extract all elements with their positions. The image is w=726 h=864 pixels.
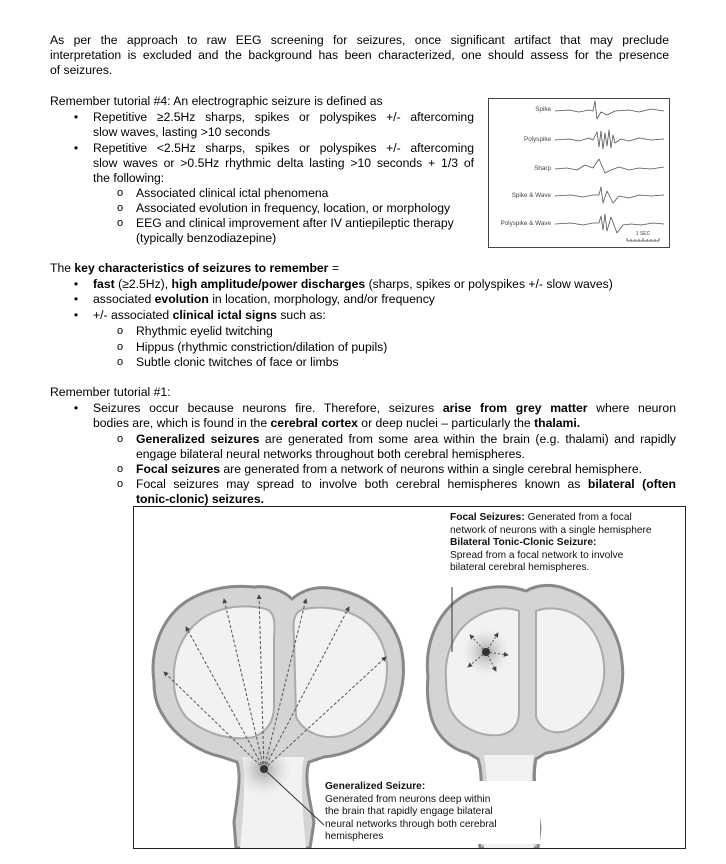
eeg-waveforms [489,99,669,247]
text-line: engage bilateral neural networks throughout both cerebral hemispheres. [136,447,525,461]
text-line: Repetitive ≥2.5Hz sharps, spikes or polyspikes +/- aftercoming [93,110,474,124]
text: = [328,261,339,275]
text-bold: thalami. [534,416,581,430]
tutorial1-sub-1 [136,432,676,462]
eeg-label-polyspike: Polyspike [524,136,551,143]
sub-bullet: o [116,356,124,368]
text-bold: tonic-clonic) seizures. [136,492,264,506]
sub-bullet: o [116,341,124,353]
text-line: Repetitive <2.5Hz sharps, spikes or polyspikes +/- aftercoming [93,141,474,155]
text-bold: fast [93,277,115,291]
spike-trace [555,101,664,119]
text-line [450,537,680,550]
text: such as: [276,308,326,322]
text-bold: Bilateral Tonic-Clonic Seizure: [450,537,597,549]
text-line: Spread from a focal network to involve [450,549,624,561]
eeg-waveform-figure [488,98,670,248]
time-scale-label: 1 SEC [635,231,651,237]
eeg-label-polyspike-wave: Polyspike & Wave [500,220,551,227]
sub-bullet: o [116,217,124,229]
text-line: (typically benzodiazepine) [136,231,277,245]
focal-callout [450,512,680,575]
text: Focal seizures may spread to involve both cerebral hemispheres known as [136,477,588,491]
bullet: • [73,292,79,306]
text-line: EEG and clinical improvement after IV antiepileptic therapy [136,216,454,230]
tutorial1-bullet-1 [93,401,676,431]
eeg-label-spike-wave: Spike & Wave [511,192,551,199]
text: in location, morphology, and/or frequency [208,292,435,306]
text-bold: Focal seizures [136,462,220,476]
text-line: neural networks through both cerebral [325,818,497,830]
text-bold: key characteristics of seizures to remember [74,261,329,275]
tutorial4-bullet-2 [93,141,474,186]
intro-line-2: interpretation is excluded and the background has been characterized, one should assess for the presence [50,48,669,62]
key-sub-3: Subtle clonic twitches of face or limbs [136,355,339,369]
bullet: • [73,141,79,155]
text: bodies are, which is found in the [93,416,271,430]
text-line: network of neurons with a single hemisphere [450,524,652,536]
text-line: the brain that rapidly engage bilateral [325,806,493,818]
text-line: hemispheres [325,831,384,843]
tutorial4-sub-1: Associated clinical ictal phenomena [136,186,329,200]
tutorial1-sub-3 [136,477,676,507]
time-scale-bar [627,238,659,241]
text: (≥2.5Hz), [114,277,172,291]
text: where neuron [587,401,676,415]
tutorial4-sub-3 [136,216,481,246]
text-line: slow waves, lasting >10 seconds [93,125,271,139]
generalized-callout [325,781,540,844]
text: Generated from a focal [524,512,632,523]
sharp-trace [555,159,664,173]
polyspike-trace [555,130,664,149]
bullet: • [73,277,79,291]
text: (sharps, spikes or polyspikes +/- slow waves) [365,277,613,291]
text-bold: Focal Seizures: [450,512,525,523]
text: +/- associated [93,308,173,322]
tutorial1-heading: Remember tutorial #1: [50,385,171,399]
key-bullet-3 [93,308,326,323]
spike-wave-trace [555,187,664,203]
intro-line-1: As per the approach to raw EEG screening for seizures, once significant artifact that may preclude [50,33,669,47]
eeg-label-spike: Spike [535,106,551,113]
text-line: Generated from neurons deep within [325,793,491,805]
sub-bullet: o [116,433,124,445]
sub-bullet: o [116,187,124,199]
eeg-label-sharp: Sharp [534,165,551,172]
text-bold: arise from grey matter [442,401,588,415]
key-bullet-1 [93,277,613,292]
text-line [450,512,680,525]
text-line [93,416,676,431]
text: The [50,261,75,275]
text-bold: Generalized seizures [136,432,260,446]
tutorial1-sub-2 [136,462,681,477]
text: Seizures occur because neurons fire. Therefore, seizures [93,401,443,415]
bullet: • [73,308,79,322]
intro-paragraph [50,33,669,78]
text-line: the following: [93,171,165,185]
text-bold: Generalized Seizure: [325,781,426,792]
sub-bullet: o [116,463,124,475]
tutorial4-sub-2: Associated evolution in frequency, location, or morphology [136,201,451,215]
key-sub-2: Hippus (rhythmic constriction/dilation of pupils) [136,340,388,354]
text-line: bilateral cerebral hemispheres. [450,562,590,574]
text-line [93,401,676,416]
bullet: • [73,110,79,124]
bullet: • [73,401,79,415]
text: or deep nuclei – particularly the [357,416,535,430]
sub-bullet: o [116,202,124,214]
text: are generated from some area within the brain (e.g. thalami) and rapidly [259,432,676,446]
tutorial4-bullet-1 [93,110,474,140]
focal-focus-point [482,648,490,656]
text: associated [93,292,155,306]
key-sub-1: Rhythmic eyelid twitching [136,324,273,338]
sub-bullet: o [116,325,124,337]
text-bold: clinical ictal signs [172,308,277,322]
text-line [136,432,676,447]
brain-seizure-figure [133,506,686,849]
sub-bullet: o [116,478,124,490]
text-line [136,492,676,507]
text-line: slow waves or >0.5Hz rhythmic delta lasting >10 seconds + 1/3 of [93,156,474,170]
intro-line-3: of seizures. [50,63,113,77]
text-line [136,477,676,492]
text-bold: high amplitude/power discharges [171,277,366,291]
text: are generated from a network of neurons within a single cerebral hemisphere. [220,462,643,476]
tutorial4-heading: Remember tutorial #4: An electrographic seizure is defined as [50,94,383,108]
key-bullet-2 [93,292,435,307]
text-bold: cerebral cortex [270,416,358,430]
key-heading [50,261,339,276]
text-line [325,781,540,794]
text-bold: bilateral (often [587,477,677,491]
text-bold: evolution [154,292,209,306]
